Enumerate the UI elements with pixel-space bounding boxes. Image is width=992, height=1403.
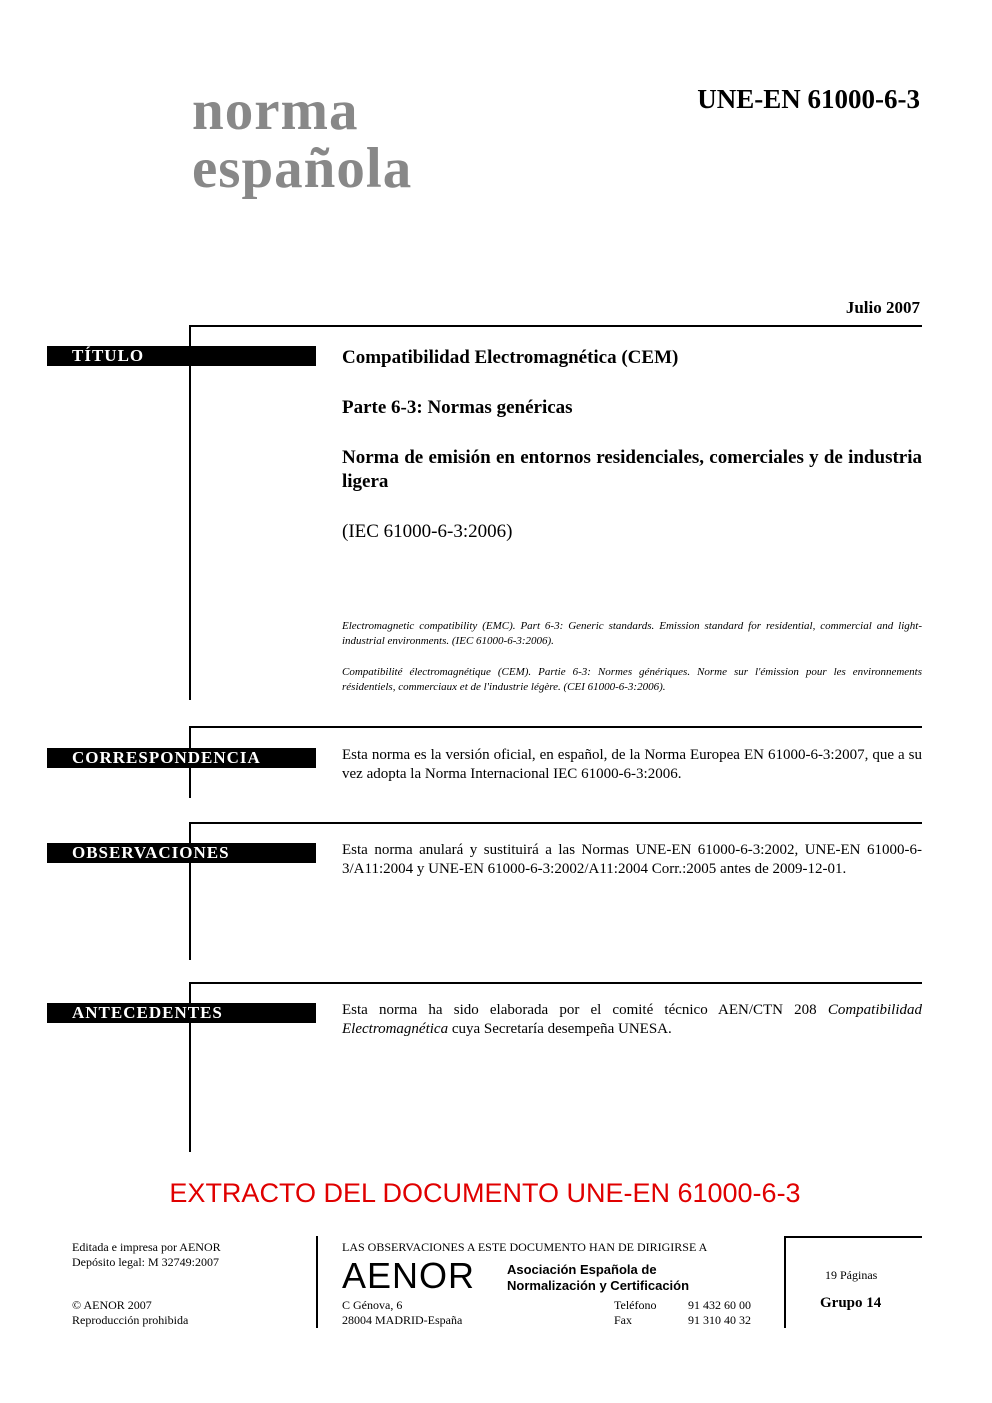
fax-label: Fax (614, 1313, 632, 1327)
phone-label: Teléfono (614, 1298, 657, 1312)
section-divider (189, 325, 922, 327)
iec-reference: (IEC 61000-6-3:2006) (342, 521, 513, 542)
extract-banner: EXTRACTO DEL DOCUMENTO UNE-EN 61000-6-3 (169, 1178, 801, 1208)
publication-date: Julio 2007 (845, 298, 920, 317)
section-label-titulo: TÍTULO (47, 346, 316, 366)
reproduction-notice: Reproducción prohibida (72, 1313, 189, 1327)
committee-name: Compatibilidad Electromagnética (342, 1002, 922, 1037)
section-divider (189, 726, 922, 728)
section-label-antecedentes: ANTECEDENTES (47, 1003, 316, 1023)
fax-number: 91 310 40 32 (688, 1313, 751, 1327)
footer-divider (316, 1236, 318, 1328)
correspondencia-text: Esta norma es la versión oficial, en español, de la Norma Europea EN 61000-6-3:2007, que a su vez adopta la Norma Internacional IEC 61000-6-3:2006. (342, 747, 922, 782)
aenor-name-line-1: Asociación Española de (507, 1262, 657, 1277)
brand-line-2: española (192, 137, 413, 200)
section-label-observaciones: OBSERVACIONES (47, 843, 316, 863)
aenor-address (342, 1298, 462, 1328)
price-group: Grupo 14 (820, 1295, 882, 1311)
observaciones-text: Esta norma anulará y sustituirá a las Normas UNE-EN 61000-6-3:2002, UNE-EN 61000-6-3/A11:2004 y UNE-EN 61000-6-3:2002/A11:2004 Corr.:2005 antes de 2009-12-01. (342, 842, 922, 877)
footer-copyright (72, 1298, 188, 1328)
contact-labels (614, 1298, 656, 1328)
observations-note: LAS OBSERVACIONES A ESTE DOCUMENTO HAN DE DIRIGIRSE A (342, 1240, 708, 1254)
brand-title (192, 79, 413, 200)
french-title: Compatibilité électromagnétique (CEM). Partie 6-3: Normes génériques. Norme sur l'émission pour les environnements résidentiels, commerciaux et de l'industrie légère. (CEI 61000-6-3:2006). (342, 666, 922, 693)
standard-code: UNE-EN 61000-6-3 (697, 84, 920, 114)
group-box-side (784, 1236, 786, 1328)
aenor-name (507, 1262, 689, 1294)
antecedentes-text: Esta norma ha sido elaborada por el comité técnico AEN/CTN 208 Compatibilidad Electromagnética cuya Secretaría desempeña UNESA. (342, 1002, 922, 1037)
section-vertical-rule (189, 325, 191, 700)
section-divider (189, 822, 922, 824)
aenor-name-line-2: Normalización y Certificación (507, 1278, 690, 1293)
address-line-2: 28004 MADRID-España (342, 1313, 463, 1327)
brand-line-1: norma (192, 79, 359, 142)
section-divider (189, 982, 922, 984)
group-box-top (784, 1236, 922, 1238)
edited-by: Editada e impresa por AENOR (72, 1240, 221, 1254)
page-count: 19 Páginas (825, 1268, 878, 1282)
title-sub: Norma de emisión en entornos residenciales, comerciales y de industria ligera (342, 447, 922, 492)
contact-numbers (688, 1298, 751, 1328)
title-part: Parte 6-3: Normas genéricas (342, 397, 573, 418)
copyright: © AENOR 2007 (72, 1298, 152, 1312)
section-label-correspondencia: CORRESPONDENCIA (47, 748, 316, 768)
aenor-logo: AENOR (342, 1255, 476, 1296)
address-line-1: C Génova, 6 (342, 1298, 403, 1312)
title-main: Compatibilidad Electromagnética (CEM) (342, 347, 679, 368)
english-title: Electromagnetic compatibility (EMC). Part 6-3: Generic standards. Emission standard for residential, commercial and light-industrial environments. (IEC 61000-6-3:2006). (342, 620, 922, 647)
phone-number: 91 432 60 00 (688, 1298, 751, 1312)
footer-publisher (72, 1240, 221, 1270)
legal-deposit: Depósito legal: M 32749:2007 (72, 1255, 219, 1269)
